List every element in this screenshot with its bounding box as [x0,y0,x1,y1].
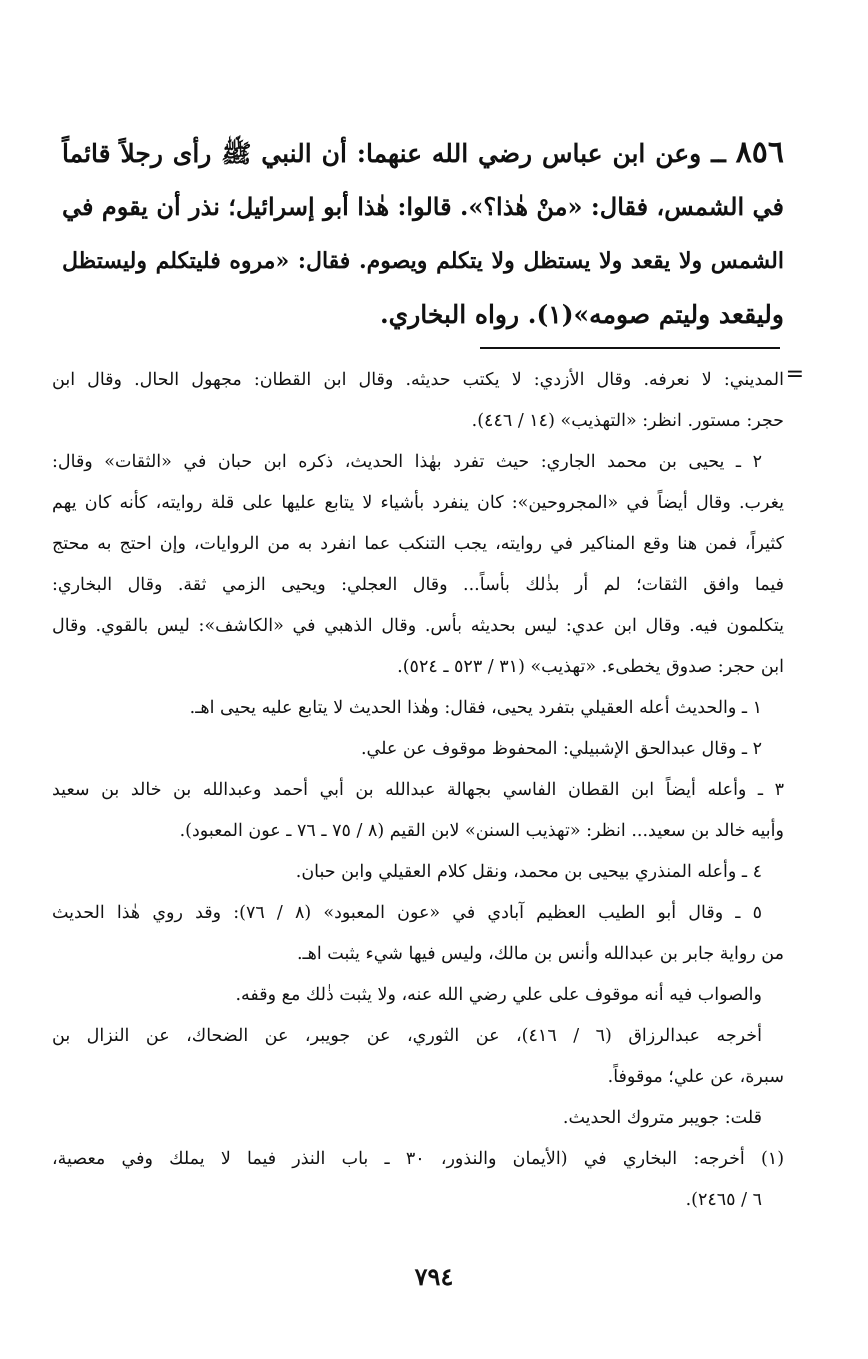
note-line: كثيراً، فمن هنا وقع المناكير في روايته، يجب التنكب عما انفرد به من الروايات، وإن احتج به محتج [52,534,784,554]
hadith-number: ٨٥٦ [735,135,784,170]
footnotes [52,360,784,1221]
note-line: ٢ ـ وقال عبدالحق الإشبيلي: المحفوظ موقوف عن علي. [360,739,762,759]
note-line: ٥ ـ وقال أبو الطيب العظيم آبادي في «عون المعبود» (٨ / ٧٦): وقد روي هٰذا الحديث [52,903,762,923]
note-line: ٦ / ٢٤٦٥). [685,1190,762,1210]
continuation-mark: = [785,362,804,387]
note-line: قلت: جويبر متروك الحديث. [562,1108,762,1128]
note-line: سبرة، عن علي؛ موقوفاً. [607,1067,784,1087]
footnote-1: (١) أخرجه: البخاري في (الأيمان والنذور، ٣٠ ـ باب النذر فيما لا يملك وفي معصية، [52,1149,785,1169]
note-line: من رواية جابر بن عبدالله وأنس بن مالك، وليس فيها شيء يثبت اهـ. [296,944,784,964]
note-line: ابن حجر: صدوق يخطىء. «تهذيب» (٣١ / ٥٢٣ ـ ٥٢٤). [397,657,784,677]
hadith-line-4: وليقعد وليتم صومه»(١). رواه البخاري. [379,300,784,329]
hadith-line-1 [62,126,784,180]
note-line: ١ ـ والحديث أعله العقيلي بتفرد يحيى، فقال: وهٰذا الحديث لا يتابع عليه يحيى اهـ. [189,698,762,718]
note-line: ٢ ـ يحيى بن محمد الجاري: حيث تفرد بهٰذا الحديث، ذكره ابن حبان في «الثقات» وقال: [52,452,762,472]
hadith-line-3: الشمس ولا يقعد ولا يستظل ولا يتكلم ويصوم. فقال: «مروه فليتكلم وليستظل [62,248,784,274]
note-line: يغرب. وقال أيضاً في «المجروحين»: كان ينفرد بأشياء لا يتابع عليها على قلة روايته، كأنه كان يهم [52,493,784,513]
page-number: ٧٩٤ [414,1262,454,1291]
hadith-dash: ــ [711,139,726,168]
note-line: أخرجه عبدالرزاق (٦ / ٤١٦)، عن الثوري، عن جويبر، عن الضحاك، عن النزال بن [52,1026,762,1046]
note-line: المديني: لا نعرفه. وقال الأزدي: لا يكتب حديثه. وقال ابن القطان: مجهول الحال. وقال ابن [52,370,784,390]
note-line: ٤ ـ وأعله المنذري بيحيى بن محمد، ونقل كلام العقيلي وابن حبان. [295,862,762,882]
footnote-divider [480,347,780,349]
note-line: ٣ ـ وأعله أيضاً ابن القطان الفاسي بجهالة عبدالله بن أبي أحمد وعبدالله بن خالد بن سعيد [52,780,784,800]
hadith-block [62,126,784,342]
note-line: حجر: مستور. انظر: «التهذيب» (١٤ / ٤٤٦). [471,411,784,431]
note-line: فيما وافق الثقات؛ لم أر بذٰلك بأساً... وقال العجلي: ويحيى الزمي ثقة. وقال البخاري: [52,575,784,595]
note-line: يتكلمون فيه. وقال ابن عدي: ليس بحديثه بأس. وقال الذهبي في «الكاشف»: ليس بالقوي. وقال [52,616,784,636]
note-line: وأبيه خالد بن سعيد... انظر: «تهذيب السنن» لابن القيم (٨ / ٧٥ ـ ٧٦ ـ عون المعبود). [179,821,784,841]
note-line: والصواب فيه أنه موقوف على علي رضي الله عنه، ولا يثبت ذٰلك مع وقفه. [235,985,762,1005]
hadith-text: وعن ابن عباس رضي الله عنهما: أن النبي ﷺ رأى رجلاً قائماً [62,139,702,168]
hadith-line-2: في الشمس، فقال: «منْ هٰذا؟». قالوا: هٰذا أبو إسرائيل؛ نذر أن يقوم في [62,192,784,221]
